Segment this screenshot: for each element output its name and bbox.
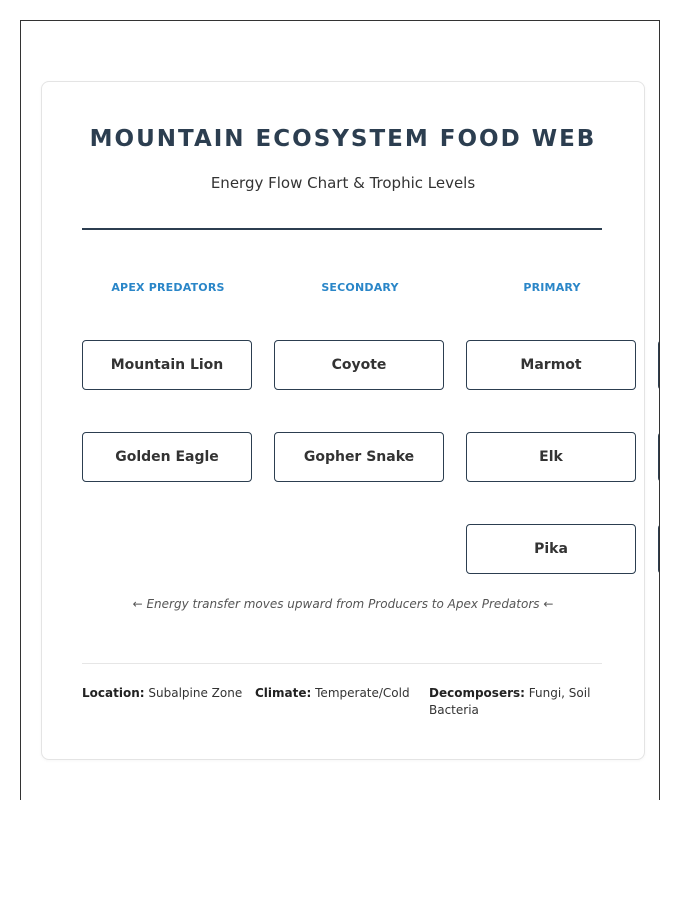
node-marmot[interactable]: Marmot xyxy=(466,340,636,390)
node-mountain-lion[interactable]: Mountain Lion xyxy=(82,340,252,390)
meta-decomposers xyxy=(429,685,599,719)
energy-flow-note: ← Energy transfer moves upward from Producers to Apex Predators ← xyxy=(132,597,554,611)
column-header-secondary: SECONDARY xyxy=(321,281,399,294)
meta-decomposers-label: Decomposers: xyxy=(429,686,525,700)
meta-decomposers-value: Fungi, Soil Bacteria xyxy=(429,686,591,717)
node-coyote[interactable]: Coyote xyxy=(274,340,444,390)
meta-climate-value: Temperate/Cold xyxy=(315,686,410,700)
page-subtitle: Energy Flow Chart & Trophic Levels xyxy=(210,174,476,192)
footer-divider xyxy=(82,663,602,664)
column-header-apex: APEX PREDATORS xyxy=(111,281,225,294)
food-web-card xyxy=(41,81,645,760)
meta-location-label: Location: xyxy=(82,686,145,700)
node-clipped-2[interactable] xyxy=(658,432,660,482)
meta-climate-label: Climate: xyxy=(255,686,312,700)
column-header-primary: PRIMARY xyxy=(523,281,581,294)
node-clipped-3[interactable] xyxy=(658,524,660,574)
meta-location-value: Subalpine Zone xyxy=(148,686,243,700)
node-gopher-snake[interactable]: Gopher Snake xyxy=(274,432,444,482)
meta-climate xyxy=(255,685,425,702)
page-frame xyxy=(20,20,660,800)
page-title: MOUNTAIN ECOSYSTEM FOOD WEB xyxy=(89,126,597,152)
meta-location xyxy=(82,685,252,702)
node-elk[interactable]: Elk xyxy=(466,432,636,482)
title-rule xyxy=(82,228,602,230)
node-clipped-1[interactable] xyxy=(658,340,660,390)
node-pika[interactable]: Pika xyxy=(466,524,636,574)
node-golden-eagle[interactable]: Golden Eagle xyxy=(82,432,252,482)
